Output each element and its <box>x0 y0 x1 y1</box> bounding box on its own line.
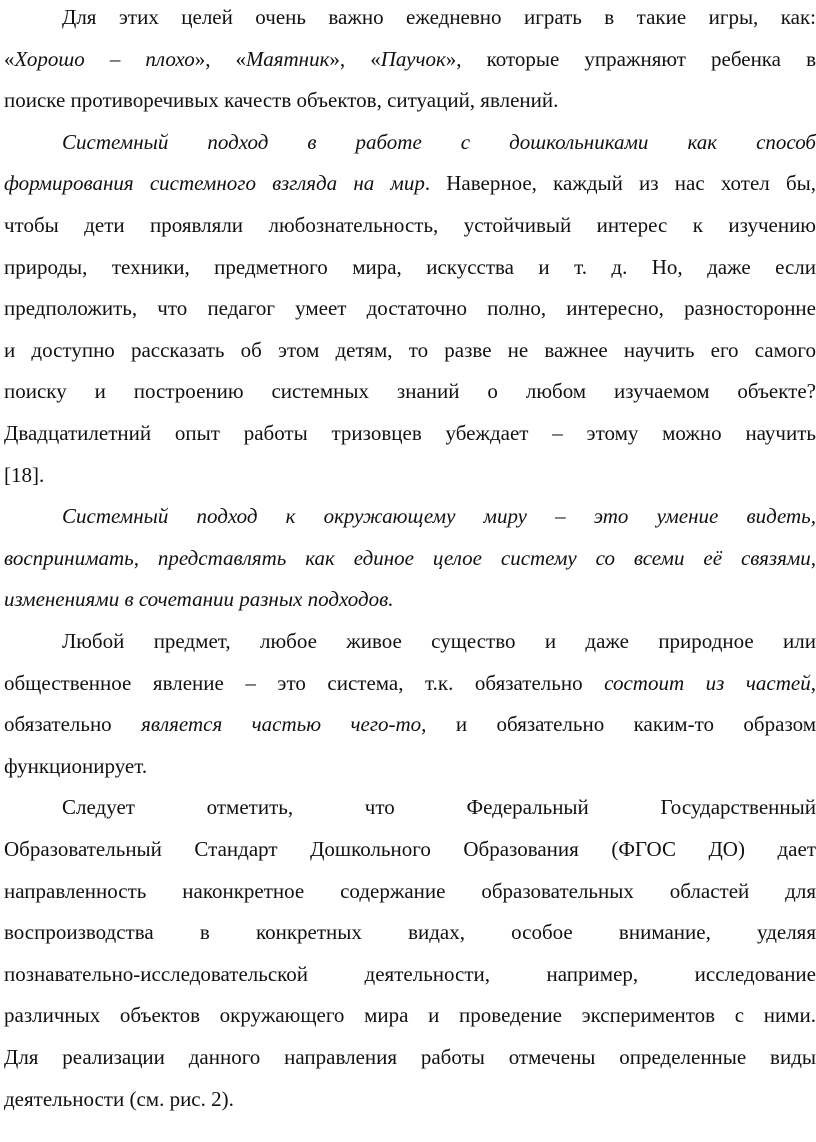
paragraph-2-line-1 <box>62 127 816 157</box>
paragraph-2-line-3 <box>4 210 816 240</box>
text: « <box>4 46 15 71</box>
paragraph-5-line-2 <box>4 834 816 864</box>
paragraph-2-line-5 <box>4 293 816 323</box>
text: . Наверное, каждый из нас хотел бы, <box>424 171 816 196</box>
text: воспроизводства в конкретных видах, особое внимание, уделяя <box>4 920 816 945</box>
text: обязательно <box>4 712 142 737</box>
paragraph-3-line-3 <box>4 584 816 614</box>
text: », « <box>329 46 381 71</box>
text: Для этих целей очень важно ежедневно играть в такие игры, как: <box>62 5 816 29</box>
paragraph-5-line-5 <box>4 959 816 989</box>
paragraph-2-line-9 <box>4 460 816 490</box>
text: и доступно рассказать об этом детям, то разве не важнее научить его самого <box>4 337 816 362</box>
italic-text: является частью чего-то <box>141 712 422 737</box>
italic-text: Маятник <box>246 46 330 71</box>
paragraph-1-line-3 <box>4 85 816 115</box>
italic-text: Хорошо – плохо <box>14 46 195 71</box>
paragraph-2-line-7 <box>4 376 816 406</box>
text: , и обязательно каким-то образом <box>421 712 816 737</box>
text: », « <box>194 46 247 71</box>
italic-text: изменениями в сочетании разных подходов. <box>4 587 394 612</box>
text: Следует отметить, что Федеральный Государственный <box>62 795 816 820</box>
text: [18]. <box>4 462 45 487</box>
text: деятельности (см. рис. 2). <box>4 1086 234 1111</box>
italic-text: Системный подход в работе с дошкольниками как способ <box>62 129 816 154</box>
text: поиску и построению системных знаний о любом изучаемом объекте? <box>4 379 816 404</box>
paragraph-5-line-4 <box>4 917 816 947</box>
text: функционирует. <box>4 753 148 778</box>
paragraph-4-line-1 <box>62 626 816 656</box>
italic-text: Паучок <box>380 46 446 71</box>
paragraph-5-line-6 <box>4 1000 816 1030</box>
paragraph-3-line-2 <box>4 543 816 573</box>
text: различных объектов окружающего мира и проведение экспериментов с ними. <box>4 1003 816 1028</box>
paragraph-5-line-8 <box>4 1084 816 1114</box>
paragraph-4-line-3 <box>4 709 816 739</box>
paragraph-2-line-2 <box>4 168 816 198</box>
paragraph-5-line-7 <box>4 1042 816 1072</box>
text: Любой предмет, любое живое существо и даже природное или <box>62 629 816 653</box>
paragraph-1-line-1 <box>62 2 816 32</box>
text: », которые упражняют ребенка в <box>445 46 816 71</box>
text: Для реализации данного направления работы отмечены определенные виды <box>4 1045 816 1069</box>
italic-text: воспринимать, представлять как единое целое систему со всеми её связями, <box>4 545 816 570</box>
text: чтобы дети проявляли любознательность, устойчивый интерес к изучению <box>4 213 816 237</box>
text: познавательно-исследовательской деятельности, например, исследование <box>4 961 816 986</box>
paragraph-2-line-8 <box>4 418 816 448</box>
text: общественное явление – это система, т.к. обязательно <box>4 670 605 695</box>
paragraph-5-line-1 <box>62 792 816 822</box>
text: предположить, что педагог умеет достаточно полно, интересно, разносторонне <box>4 296 816 321</box>
paragraph-4-line-4 <box>4 751 816 781</box>
text: , <box>810 670 816 695</box>
paragraph-2-line-6 <box>4 335 816 365</box>
text: Образовательный Стандарт Дошкольного Образования (ФГОС ДО) дает <box>4 837 816 861</box>
paragraph-3-line-1 <box>62 501 816 531</box>
paragraph-1-line-2 <box>4 44 816 74</box>
text: поиске противоречивых качеств объектов, ситуаций, явлений. <box>4 88 559 113</box>
text: направленность наконкретное содержание образовательных областей для <box>4 878 816 903</box>
italic-text: формирования системного взгляда на мир <box>4 171 425 196</box>
paragraph-4-line-2 <box>4 668 816 698</box>
text: природы, техники, предметного мира, искусства и т. д. Но, даже если <box>4 254 816 279</box>
paragraph-5-line-3 <box>4 876 816 906</box>
italic-text: Системный подход к окружающему миру – это умение видеть, <box>62 504 816 529</box>
italic-text: состоит из частей <box>604 670 811 695</box>
text: Двадцатилетний опыт работы тризовцев убеждает – этому можно научить <box>4 421 816 445</box>
paragraph-2-line-4 <box>4 252 816 282</box>
